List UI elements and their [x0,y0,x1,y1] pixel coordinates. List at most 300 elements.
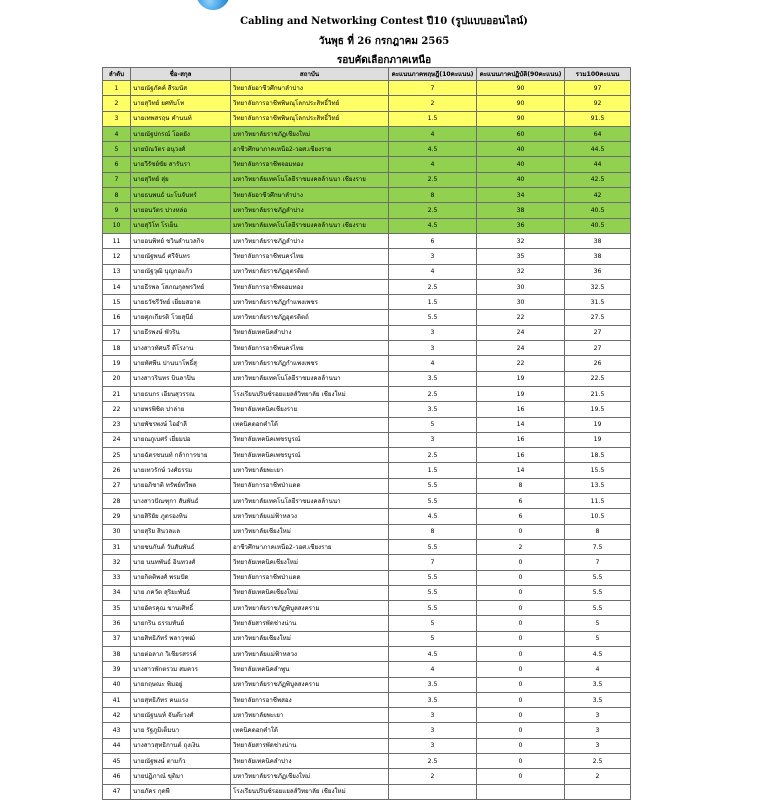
cell-total-score: 26 [565,356,631,371]
cell-theory-score: 3 [389,325,477,340]
cell-institution: มหาวิทยาลัยเทคโนโลยีราชมงคลล้านนา เชียงราย [231,218,389,233]
cell-practical-score: 6 [477,509,565,524]
cell-theory-score: 3 [389,432,477,447]
table-row [103,402,631,417]
cell-name: นายธนพนธ์ นะโนจันทร์ [131,188,231,203]
cell-practical-score: 0 [477,555,565,570]
cell-practical-score: 90 [477,111,565,126]
cell-rank: 16 [103,310,131,325]
table-row [103,325,631,340]
cell-institution: วิทยาลัยการอาชีพจอมทอง [231,279,389,294]
cell-rank: 27 [103,478,131,493]
cell-practical-score: 0 [477,524,565,539]
cell-practical-score: 40 [477,172,565,187]
cell-total-score: 92 [565,96,631,111]
cell-total-score: 97 [565,81,631,96]
cell-theory-score: 5.5 [389,601,477,616]
cell-rank: 13 [103,264,131,279]
cell-institution: วิทยาลัยเทคนิคลำปาง [231,325,389,340]
cell-theory-score [389,784,477,799]
cell-institution: เทคนิคดอกคำใต้ [231,723,389,738]
cell-institution: วิทยาลัยการอาชีพสอง [231,692,389,707]
cell-total-score: 21.5 [565,386,631,401]
cell-institution: วิทยาลัยการอาชีพพิษณุโลกประสิทธิ์วิทย์ [231,96,389,111]
cell-theory-score: 3 [389,341,477,356]
cell-theory-score: 8 [389,524,477,539]
cell-total-score: 2 [565,769,631,784]
cell-total-score: 27.5 [565,310,631,325]
table-row [103,81,631,96]
cell-theory-score: 5.5 [389,478,477,493]
cell-name: นายฉัตรชนนท์ กล้าการขาย [131,448,231,463]
cell-practical-score: 22 [477,356,565,371]
cell-practical-score: 6 [477,494,565,509]
cell-name: นายธีรพงษ์ พัวริน [131,325,231,340]
cell-institution: วิทยาลัยสารพัดช่างน่าน [231,616,389,631]
cell-institution: วิทยาลัยการอาชีพพิษณุโลกประสิทธิ์วิทย์ [231,111,389,126]
cell-name: นายณัฐพงษ์ ตามก้ว [131,754,231,769]
cell-name: นายณัฐภัคค์ สีรมนัส [131,81,231,96]
cell-rank: 18 [103,341,131,356]
cell-total-score: 13.5 [565,478,631,493]
cell-institution: มหาวิทยาลัยราชภัฏลำปาง [231,233,389,248]
results-table [102,67,631,800]
cell-rank: 35 [103,601,131,616]
cell-theory-score: 4.5 [389,142,477,157]
cell-institution: มหาวิทยาลัยเทคโนโลยีราชมงคลล้านนา เชียงราย [231,172,389,187]
cell-total-score: 5 [565,631,631,646]
cell-theory-score: 3.5 [389,402,477,417]
cell-total-score: 91.5 [565,111,631,126]
cell-total-score: 7 [565,555,631,570]
table-row [103,601,631,616]
cell-institution: โรงเรียนปรินซ์รอยแยลส์วิทยาลัย เชียงใหม่ [231,386,389,401]
cell-institution: วิทยาลัยเทคนิคลำปาง [231,754,389,769]
table-row [103,478,631,493]
cell-practical-score: 14 [477,417,565,432]
cell-rank: 43 [103,723,131,738]
cell-practical-score: 0 [477,738,565,753]
table-row [103,295,631,310]
cell-theory-score: 4 [389,264,477,279]
cell-institution: มหาวิทยาลัยราชภัฏกำแพงเพชร [231,295,389,310]
cell-rank: 6 [103,157,131,172]
cell-practical-score: 0 [477,601,565,616]
table-row [103,264,631,279]
cell-theory-score: 1.5 [389,111,477,126]
cell-institution: วิทยาลัยเทคนิคเชียงราย [231,402,389,417]
table-row [103,738,631,753]
cell-name: นายณัฐปกรณ์ โอตยัง [131,126,231,141]
cell-practical-score: 32 [477,233,565,248]
table-row [103,524,631,539]
cell-practical-score: 34 [477,188,565,203]
cell-rank: 45 [103,754,131,769]
cell-institution: มหาวิทยาลัยราชภัฏอุตรดิตถ์ [231,310,389,325]
cell-rank: 40 [103,677,131,692]
cell-practical-score: 24 [477,341,565,356]
cell-total-score: 10.5 [565,509,631,524]
cell-institution: มหาวิทยาลัยราชภัฏอุตรดิตถ์ [231,264,389,279]
cell-rank: 4 [103,126,131,141]
cell-practical-score: 0 [477,631,565,646]
cell-theory-score: 4 [389,662,477,677]
cell-rank: 34 [103,585,131,600]
cell-institution: วิทยาลัยเทคนิคเชียงใหม่ [231,585,389,600]
cell-name: นายสิทธิภัทร์ พลาวุฑฒ์ [131,631,231,646]
cell-name: นายภัคร กุดพี [131,784,231,799]
cell-rank: 47 [103,784,131,799]
cell-total-score: 42.5 [565,172,631,187]
cell-theory-score: 2 [389,769,477,784]
cell-practical-score: 0 [477,769,565,784]
cell-total-score: 15.5 [565,463,631,478]
cell-theory-score: 6 [389,233,477,248]
cell-total-score: 27 [565,341,631,356]
cell-rank: 23 [103,417,131,432]
cell-theory-score: 4 [389,126,477,141]
cell-rank: 22 [103,402,131,417]
cell-total-score: 44.5 [565,142,631,157]
cell-name: นาย นนทพันธ์ อินทวงศ์ [131,555,231,570]
cell-institution: มหาวิทยาลัยแม่ฟ้าหลวง [231,509,389,524]
cell-name: นายธนกร เอียนสุวรรณ [131,386,231,401]
table-header-row [103,68,631,81]
cell-institution: วิทยาลัยการอาชีพนครไทย [231,249,389,264]
document-date: วันพุธ ที่ 26 กรกฎาคม 2565 [318,36,450,47]
cell-institution: วิทยาลัยอาชีวศึกษาลำปาง [231,81,389,96]
cell-theory-score: 5.5 [389,539,477,554]
cell-theory-score: 5.5 [389,585,477,600]
cell-name: นางสาวทัศนรี ดีโรงาน [131,341,231,356]
cell-total-score: 18.5 [565,448,631,463]
cell-practical-score: 14 [477,463,565,478]
cell-institution: วิทยาลัยการอาชีพจอมทอง [231,157,389,172]
cell-rank: 19 [103,356,131,371]
table-row [103,585,631,600]
cell-theory-score: 4.5 [389,218,477,233]
cell-rank: 11 [103,233,131,248]
cell-theory-score: 5 [389,616,477,631]
cell-practical-score: 36 [477,218,565,233]
table-row [103,157,631,172]
cell-institution: มหาวิทยาลัยราชภัฏลำปาง [231,203,389,218]
cell-total-score: 5.5 [565,585,631,600]
cell-practical-score: 0 [477,754,565,769]
cell-practical-score: 40 [477,157,565,172]
cell-theory-score: 3 [389,723,477,738]
cell-practical-score: 8 [477,478,565,493]
cell-total-score: 8 [565,524,631,539]
cell-total-score: 36 [565,264,631,279]
cell-name: นายต่อลาภ วิเชียรสรรค์ [131,646,231,661]
cell-rank: 21 [103,386,131,401]
table-row [103,677,631,692]
cell-total-score: 3 [565,723,631,738]
cell-total-score: 32.5 [565,279,631,294]
col-header-practical: คะแนนภาคปฏิบัติ(90คะแนน) [477,68,565,81]
cell-practical-score: 19 [477,371,565,386]
table-row [103,341,631,356]
cell-total-score: 5.5 [565,601,631,616]
cell-theory-score: 4.5 [389,509,477,524]
cell-name: นายกิตติพงศ์ พรมปัด [131,570,231,585]
cell-name: นายพรพิชิต ปาล่าย [131,402,231,417]
cell-name: นายศุภเกียรติ โวยสุนีย์ [131,310,231,325]
cell-total-score: 27 [565,325,631,340]
cell-total-score: 5.5 [565,570,631,585]
cell-total-score: 3.5 [565,677,631,692]
cell-institution: มหาวิทยาลัยแม่ฟ้าหลวง [231,646,389,661]
cell-name: นายอภิชาติ ทรัพย์ทวีพล [131,478,231,493]
table-row [103,111,631,126]
cell-rank: 41 [103,692,131,707]
cell-practical-score: 35 [477,249,565,264]
cell-rank: 46 [103,769,131,784]
cell-practical-score [477,784,565,799]
cell-total-score: 3 [565,738,631,753]
table-row [103,646,631,661]
cell-name: นายณัฐพนธ์ ศรีจันทร [131,249,231,264]
cell-name: นางสาวพักตรวม สมควร [131,662,231,677]
cell-rank: 2 [103,96,131,111]
cell-total-score: 4 [565,662,631,677]
cell-theory-score: 3.5 [389,677,477,692]
cell-name: นายธีรพล โสภณกุลพรวิทย์ [131,279,231,294]
cell-theory-score: 7 [389,555,477,570]
cell-total-score: 40.5 [565,218,631,233]
cell-theory-score: 2.5 [389,172,477,187]
table-row [103,723,631,738]
cell-rank: 24 [103,432,131,447]
cell-practical-score: 24 [477,325,565,340]
cell-institution: มหาวิทยาลัยพะเยา [231,463,389,478]
table-row [103,463,631,478]
table-row [103,662,631,677]
cell-theory-score: 4 [389,356,477,371]
cell-rank: 28 [103,494,131,509]
table-row [103,172,631,187]
cell-practical-score: 0 [477,723,565,738]
table-row [103,631,631,646]
cell-theory-score: 4.5 [389,646,477,661]
cell-practical-score: 0 [477,616,565,631]
contest-logo [196,0,230,10]
cell-institution: มหาวิทยาลัยเทคโนโลยีราชมงคลล้านนา [231,494,389,509]
cell-theory-score: 7 [389,81,477,96]
cell-rank: 31 [103,539,131,554]
cell-practical-score: 90 [477,81,565,96]
col-header-institution: สถาบัน [231,68,389,81]
cell-rank: 3 [103,111,131,126]
cell-total-score: 19.5 [565,402,631,417]
cell-name: นายธวัชรีวัทย์ เยี่ยมสอาด [131,295,231,310]
cell-rank: 25 [103,448,131,463]
table-row [103,126,631,141]
cell-practical-score: 0 [477,662,565,677]
cell-rank: 9 [103,203,131,218]
cell-rank: 42 [103,708,131,723]
cell-practical-score: 16 [477,402,565,417]
cell-institution: วิทยาลัยการอาชีพป่าแดด [231,478,389,493]
cell-institution: วิทยาลัยอาชีวศึกษาลำปาง [231,188,389,203]
table-row [103,417,631,432]
cell-total-score: 11.5 [565,494,631,509]
table-row [103,188,631,203]
cell-rank: 8 [103,188,131,203]
cell-rank: 5 [103,142,131,157]
document-round: รอบคัดเลือกภาคเหนือ [336,55,432,66]
cell-practical-score: 0 [477,570,565,585]
cell-institution: มหาวิทยาลัยราชภัฏพิบูลสงคราม [231,677,389,692]
cell-practical-score: 90 [477,96,565,111]
cell-name: นายอนวัตร ปางหล่อ [131,203,231,218]
table-row [103,769,631,784]
cell-practical-score: 0 [477,677,565,692]
table-row [103,310,631,325]
cell-theory-score: 3 [389,249,477,264]
cell-practical-score: 38 [477,203,565,218]
cell-practical-score: 60 [477,126,565,141]
cell-name: นาย ภควัต สุริยะพันธ์ [131,585,231,600]
cell-total-score: 38 [565,233,631,248]
cell-name: นางสาวปัณฑุกา สันพันธ์ [131,494,231,509]
cell-name: นายสุริย สินวลแล [131,524,231,539]
cell-rank: 15 [103,295,131,310]
cell-theory-score: 2.5 [389,279,477,294]
cell-theory-score: 3 [389,738,477,753]
cell-name: นาย รัฐภูมิเต็มนา [131,723,231,738]
cell-rank: 20 [103,371,131,386]
table-row [103,539,631,554]
table-row [103,356,631,371]
cell-practical-score: 2 [477,539,565,554]
cell-institution: วิทยาลัยเทคนิคลำพูน [231,662,389,677]
cell-name: นายณัฐนนท์ จันต๊ะวงศ์ [131,708,231,723]
col-header-total: รวม100คะแนน [565,68,631,81]
cell-institution: วิทยาลัยเทคนิคเพชรบูรณ์ [231,448,389,463]
table-row [103,555,631,570]
cell-institution: โรงเรียนปรินซ์รอยแยลส์วิทยาลัย เชียงใหม่ [231,784,389,799]
cell-rank: 1 [103,81,131,96]
cell-rank: 10 [103,218,131,233]
table-row [103,754,631,769]
table-row [103,509,631,524]
cell-practical-score: 0 [477,646,565,661]
cell-rank: 30 [103,524,131,539]
table-row [103,371,631,386]
cell-total-score: 64 [565,126,631,141]
table-row [103,432,631,447]
cell-theory-score: 3 [389,708,477,723]
cell-theory-score: 5 [389,631,477,646]
cell-name: นายสิริยัย ภูตรองหิน [131,509,231,524]
cell-name: นายชนกันต์ วันสันพันธ์ [131,539,231,554]
cell-practical-score: 16 [477,448,565,463]
cell-rank: 37 [103,631,131,646]
cell-institution: วิทยาลัยการอาชีพป่าแดด [231,570,389,585]
table-row [103,494,631,509]
cell-total-score: 19 [565,417,631,432]
cell-institution: มหาวิทยาลัยพะเยา [231,708,389,723]
table-row [103,203,631,218]
cell-name: นายกฤษณะ พิมอยู่ [131,677,231,692]
cell-name: นายณภูเบศร์ เยี่ยมปอ [131,432,231,447]
cell-name: นายบัณวัตร อนุวงศ์ [131,142,231,157]
cell-practical-score: 0 [477,692,565,707]
cell-name: นายทัศพีน ปานนาโพธิ์สุ [131,356,231,371]
cell-rank: 32 [103,555,131,570]
table-row [103,692,631,707]
cell-name: นายปฏิภาณ์ ขุติมา [131,769,231,784]
document-title: Cabling and Networking Contest ปี10 (รูปแบบออนไลน์) [240,16,528,27]
cell-rank: 17 [103,325,131,340]
cell-name: นายกริน ธรรมทันย์ [131,616,231,631]
cell-rank: 26 [103,463,131,478]
cell-practical-score: 0 [477,585,565,600]
cell-name: นายพัชรพงษ์ ไออำลี [131,417,231,432]
table-row [103,279,631,294]
cell-theory-score: 2.5 [389,203,477,218]
cell-name: นายณัฐวุฒิ บุญกอแก้ว [131,264,231,279]
cell-institution: วิทยาลัยเทคนิคเพชรบูรณ์ [231,432,389,447]
cell-theory-score: 5.5 [389,310,477,325]
cell-theory-score: 2.5 [389,754,477,769]
cell-total-score: 31.5 [565,295,631,310]
col-header-rank: ลำดับ [103,68,131,81]
cell-rank: 38 [103,646,131,661]
table-body [103,81,631,800]
cell-rank: 12 [103,249,131,264]
cell-rank: 7 [103,172,131,187]
cell-name: นางสาวสุทธิกานต์ ถุงเงิน [131,738,231,753]
cell-practical-score: 40 [477,142,565,157]
cell-total-score: 3 [565,708,631,723]
cell-institution: วิทยาลัยการอาชีพนครไทย [231,341,389,356]
cell-name: นายเทวรักษ์ วงศ์ธรรม [131,463,231,478]
cell-name: นายสุวิทย์ สุ่ย [131,172,231,187]
cell-institution: มหาวิทยาลัยเทคโนโลยีราชมงคลล้านนา [231,371,389,386]
cell-rank: 29 [103,509,131,524]
cell-total-score: 5 [565,616,631,631]
cell-practical-score: 0 [477,708,565,723]
cell-theory-score: 1.5 [389,295,477,310]
cell-rank: 14 [103,279,131,294]
cell-rank: 44 [103,738,131,753]
cell-practical-score: 32 [477,264,565,279]
cell-practical-score: 19 [477,386,565,401]
cell-name: นายสุทธิภัทร คนแรง [131,692,231,707]
cell-institution: เทคนิคดอกคำใต้ [231,417,389,432]
table-row [103,218,631,233]
cell-institution: อาชีวศึกษาภาคเหนือ2-วอศ.เชียงราย [231,539,389,554]
cell-total-score: 7.5 [565,539,631,554]
cell-practical-score: 30 [477,295,565,310]
cell-total-score: 4.5 [565,646,631,661]
cell-total-score: 38 [565,249,631,264]
table-row [103,142,631,157]
table-row [103,616,631,631]
cell-name: นายสุวิทย์ ยศทับโท [131,96,231,111]
cell-practical-score: 16 [477,432,565,447]
cell-theory-score: 2 [389,96,477,111]
cell-name: นายอัครคุณ ขานเศิทธิ์ [131,601,231,616]
cell-theory-score: 1.5 [389,463,477,478]
cell-institution: อาชีวศึกษาภาคเหนือ2-วอศ.เชียงราย [231,142,389,157]
cell-theory-score: 4 [389,157,477,172]
table-row [103,386,631,401]
cell-total-score: 44 [565,157,631,172]
